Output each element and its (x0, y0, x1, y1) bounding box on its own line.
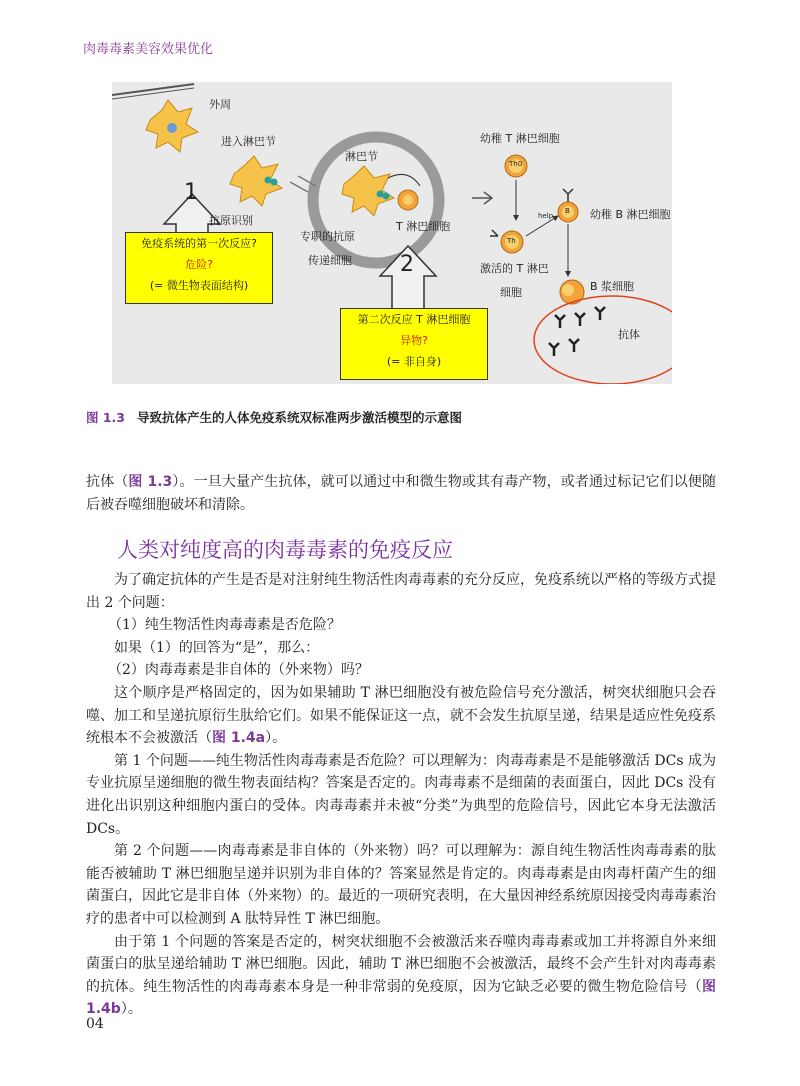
para5-text-b: ）。 (120, 1001, 142, 1018)
para0-text-b: ）。一旦大量产生抗体，就可以通过中和微生物或其有毒产物，或者通过标记它们以便随后被吞噬细胞破坏和清除。 (86, 474, 717, 513)
page-number: 04 (86, 1016, 104, 1032)
para0-text-a: 抗体（ (86, 474, 129, 490)
dendritic-cell-1 (146, 100, 198, 152)
para2-text-a: 这个顺序是严格固定的，因为如果辅助 T 淋巴细胞没有被危险信号充分激活，树突状细胞只会吞噬、加工和呈递抗原衍生肽给它们。如果不能保证这一点，就不会发生抗原呈递，结果是适应性免疫系统根本不会被激活（ (86, 684, 716, 747)
question-1: （1）纯生物活性肉毒毒素是否危险？ (108, 617, 341, 634)
step-1-number: 1 (184, 180, 198, 205)
step-2-number: 2 (400, 252, 414, 277)
box1-line3: (= 微生物表面结构) (149, 279, 249, 292)
label-apc-1: 专职的抗原 (300, 230, 355, 243)
box1-line1: 免疫系统的第一次反应? (141, 237, 257, 250)
label-naive-b: 幼稚 B 淋巴细胞 (590, 208, 671, 221)
t-cell-in-node (388, 174, 420, 210)
paragraph-3: 第 1 个问题——纯生物活性肉毒毒素是否危险？可以理解为：肉毒毒素是不是能够激活 DCs 成为专业抗原呈递细胞的微生物表面结构？答案是否定的。肉毒毒素不是细菌的表面蛋白，因此 DCs 没有进化出识别这种细胞内蛋白的受体。肉毒毒素并未被“分类”为典型的危险信号，因此它本身无法激活 DCs。 (86, 752, 716, 837)
label-plasma-b: B 浆细胞 (590, 280, 635, 293)
label-apc-2: 传递细胞 (308, 254, 352, 267)
label-b: B (565, 207, 570, 215)
label-t-cell: T 淋巴细胞 (396, 220, 451, 233)
question-2: （2）肉毒毒素是非自体的（外来物）吗？ (108, 662, 369, 679)
label-periphery: 外周 (209, 98, 231, 111)
paragraph-0 (86, 471, 716, 516)
label-th0: Th0 (509, 160, 523, 168)
label-activated-t-1: 激活的 T 淋巴 (480, 262, 549, 275)
figure-ref-1-3[interactable]: 图 1.3 (128, 474, 173, 490)
label-naive-t: 幼稚 T 淋巴细胞 (480, 132, 560, 145)
box2-line2: 异物? (400, 334, 428, 347)
caption-number: 图 1.3 (86, 410, 125, 425)
para5-text-a: 由于第 1 个问题的答案是否定的，树突状细胞不会被激活来吞噬肉毒毒素或加工并将源自外来细菌蛋白的肽呈递给辅助 T 淋巴细胞。因此，辅助 T 淋巴细胞不会被激活，最终不会产生针对肉毒毒素的抗体。纯生物活性的肉毒毒素本身是一种非常弱的免疫原，因为它缺乏必要的微生物危险信号（ (86, 933, 716, 995)
label-antigen-recognition: 抗原识别 (209, 214, 253, 227)
label-antibody: 抗体 (618, 328, 640, 341)
figure-caption (86, 408, 462, 426)
caption-text: 导致抗体产生的人体免疫系统双标准两步激活模型的示意图 (137, 410, 463, 425)
paragraph-2 (86, 682, 716, 750)
antibody-icons (549, 307, 605, 356)
running-header: 肉毒毒素美容效果优化 (83, 42, 214, 57)
dendritic-cell-3 (342, 166, 394, 216)
first-response-box (125, 232, 273, 304)
paragraph-4: 第 2 个问题——肉毒毒素是非自体的（外来物）吗？可以理解为：源自纯生物活性肉毒毒素的肽能否被辅助 T 淋巴细胞呈递并识别为非自体的？答案显然是肯定的。肉毒毒素是由肉毒杆菌产生的细菌蛋白，因此它是非自体（外来物）的。最近的一项研究表明，在大量因神经系统原因接受肉毒毒素治疗的患者中可以检测到 A 肽特异性 T 淋巴细胞。 (86, 843, 716, 927)
if-yes-line: 如果（1）的回答为“是”，那么： (114, 639, 320, 656)
label-lymph-node: 淋巴节 (345, 150, 378, 163)
plasma-b-cell (560, 280, 584, 304)
figure-ref-1-4b[interactable]: 图 1.4b (86, 978, 716, 1018)
body-block (86, 569, 716, 1021)
paragraph-1: 为了确定抗体的产生是否是对注射纯生物活性肉毒毒素的充分反应，免疫系统以严格的等级方式提出 2 个问题： (86, 572, 716, 611)
section-title: 人类对纯度高的肉毒毒素的免疫反应 (117, 538, 453, 562)
label-help: help (538, 212, 554, 220)
para2-text-b: ）。 (265, 730, 287, 747)
label-th: Th (507, 237, 516, 245)
label-activated-t-2: 细胞 (500, 286, 522, 299)
naive-b-cell (558, 189, 578, 222)
dendritic-cell-2 (230, 156, 282, 206)
figure-1-3 (112, 82, 672, 384)
box1-line2: 危险? (185, 258, 213, 271)
box2-line3: (= 非自身) (386, 355, 442, 368)
box2-line1: 第二次反应 T 淋巴细胞 (357, 313, 471, 326)
second-response-box (340, 308, 488, 380)
label-enter-lymph-node: 进入淋巴节 (221, 135, 276, 148)
transition-arrow (472, 192, 492, 204)
figure-ref-1-4a[interactable]: 图 1.4a (212, 730, 266, 747)
paragraph-5 (86, 931, 716, 1021)
